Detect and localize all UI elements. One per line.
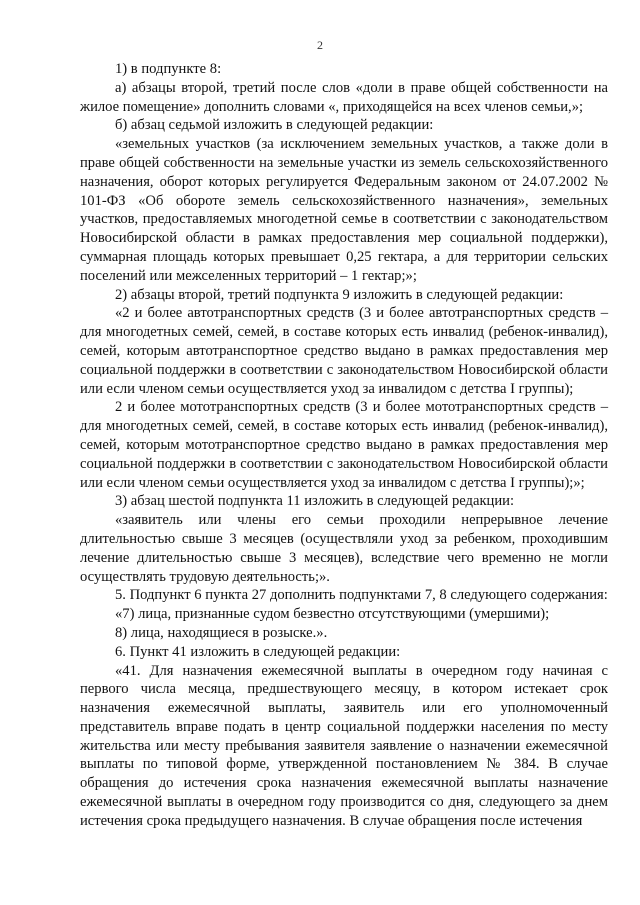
paragraph-motorcycles: 2 и более мототранспортных средств (3 и более мототранспортных средств – для многодетных семей, семей, в составе которых есть инвалид (ребенок-инвалид), семей, которым мототранспортное средство выдано в рамках предоставления мер социальной поддержки в соответствии с законодательством Новосибирской области или если членом семьи осуществляется уход за инвалидом с детства I группы);»; [80, 399, 608, 491]
paragraph-treatment: «заявитель или члены его семьи проходили непрерывное лечение длительностью свыше 3 месяцев (осуществляли уход за ребенком, проходившим лечение длительностью свыше 3 месяцев), вследствие чего временно не могли осуществлять трудовую деятельность;». [80, 512, 608, 585]
paragraph-subpoint-9: 2) абзацы второй, третий подпункта 9 изложить в следующей редакции: [115, 286, 564, 303]
paragraph-point-6: 6. Пункт 41 изложить в следующей редакции: [115, 643, 401, 660]
paragraph-motor-vehicles: «2 и более автотранспортных средств (3 и более автотранспортных средств – для многодетных семей, семей, в составе которых есть инвалид (ребенок-инвалид), семей, которым автотранспортное средство выдано в рамках предоставления мер социальной поддержки в соответствии с законодательством Новосибирской области или если членом семьи осуществляется уход за инвалидом с детства I группы); [80, 305, 608, 397]
document-body [80, 60, 608, 831]
paragraph-wanted-persons: 8) лица, находящиеся в розыске.». [115, 624, 328, 641]
paragraph-subpoint-11: 3) абзац шестой подпункта 11 изложить в следующей редакции: [115, 493, 515, 510]
paragraph-land-plots: «земельных участков (за исключением земельных участков, а также доли в праве общей собственности на земельные участки из земель сельскохозяйственного назначения, оборот которых регулируется Федеральным законом от 24.07.2002 № 101-ФЗ «Об обороте земель сельскохозяйственного назначения», земельных участков, предоставляемых многодетной семье в соответствии с законодательством Новосибирской области в рамках предоставления мер социальной поддержки), суммарная площадь которых превышает 0,25 гектара, а для территории сельских поселений или межселенных территорий – 1 гектар;»; [80, 136, 608, 284]
paragraph-item-b: б) абзац седьмой изложить в следующей редакции: [115, 117, 434, 134]
paragraph-point-41: «41. Для назначения ежемесячной выплаты в очередном году начиная с первого числа месяца, предшествующего месяцу, в котором истекает срок назначения ежемесячной выплаты, заявитель или его уполномоченный представитель вправе подать в центр социальной поддержки населения по месту жительства или месту пребывания заявителя заявление о назначении ежемесячной выплаты по типовой форме, утвержденной постановлением № 384. В случае обращения до истечения срока назначения ежемесячной выплаты назначение ежемесячной выплаты в очередном году производится со дня, следующего за днем истечения срока предыдущего назначения. В случае обращения после истечения [80, 662, 608, 829]
paragraph-item-a: а) абзацы второй, третий после слов «доли в праве общей собственности на жилое помещение» дополнить словами «, приходящейся на всех членов семьи,»; [80, 79, 608, 115]
paragraph-point-5: 5. Подпункт 6 пункта 27 дополнить подпунктами 7, 8 следующего содержания: [115, 587, 608, 604]
paragraph-missing-persons: «7) лица, признанные судом безвестно отсутствующими (умершими); [115, 606, 550, 623]
paragraph-subpoint-8: 1) в подпункте 8: [115, 61, 222, 77]
page-number: 2 [317, 38, 323, 52]
